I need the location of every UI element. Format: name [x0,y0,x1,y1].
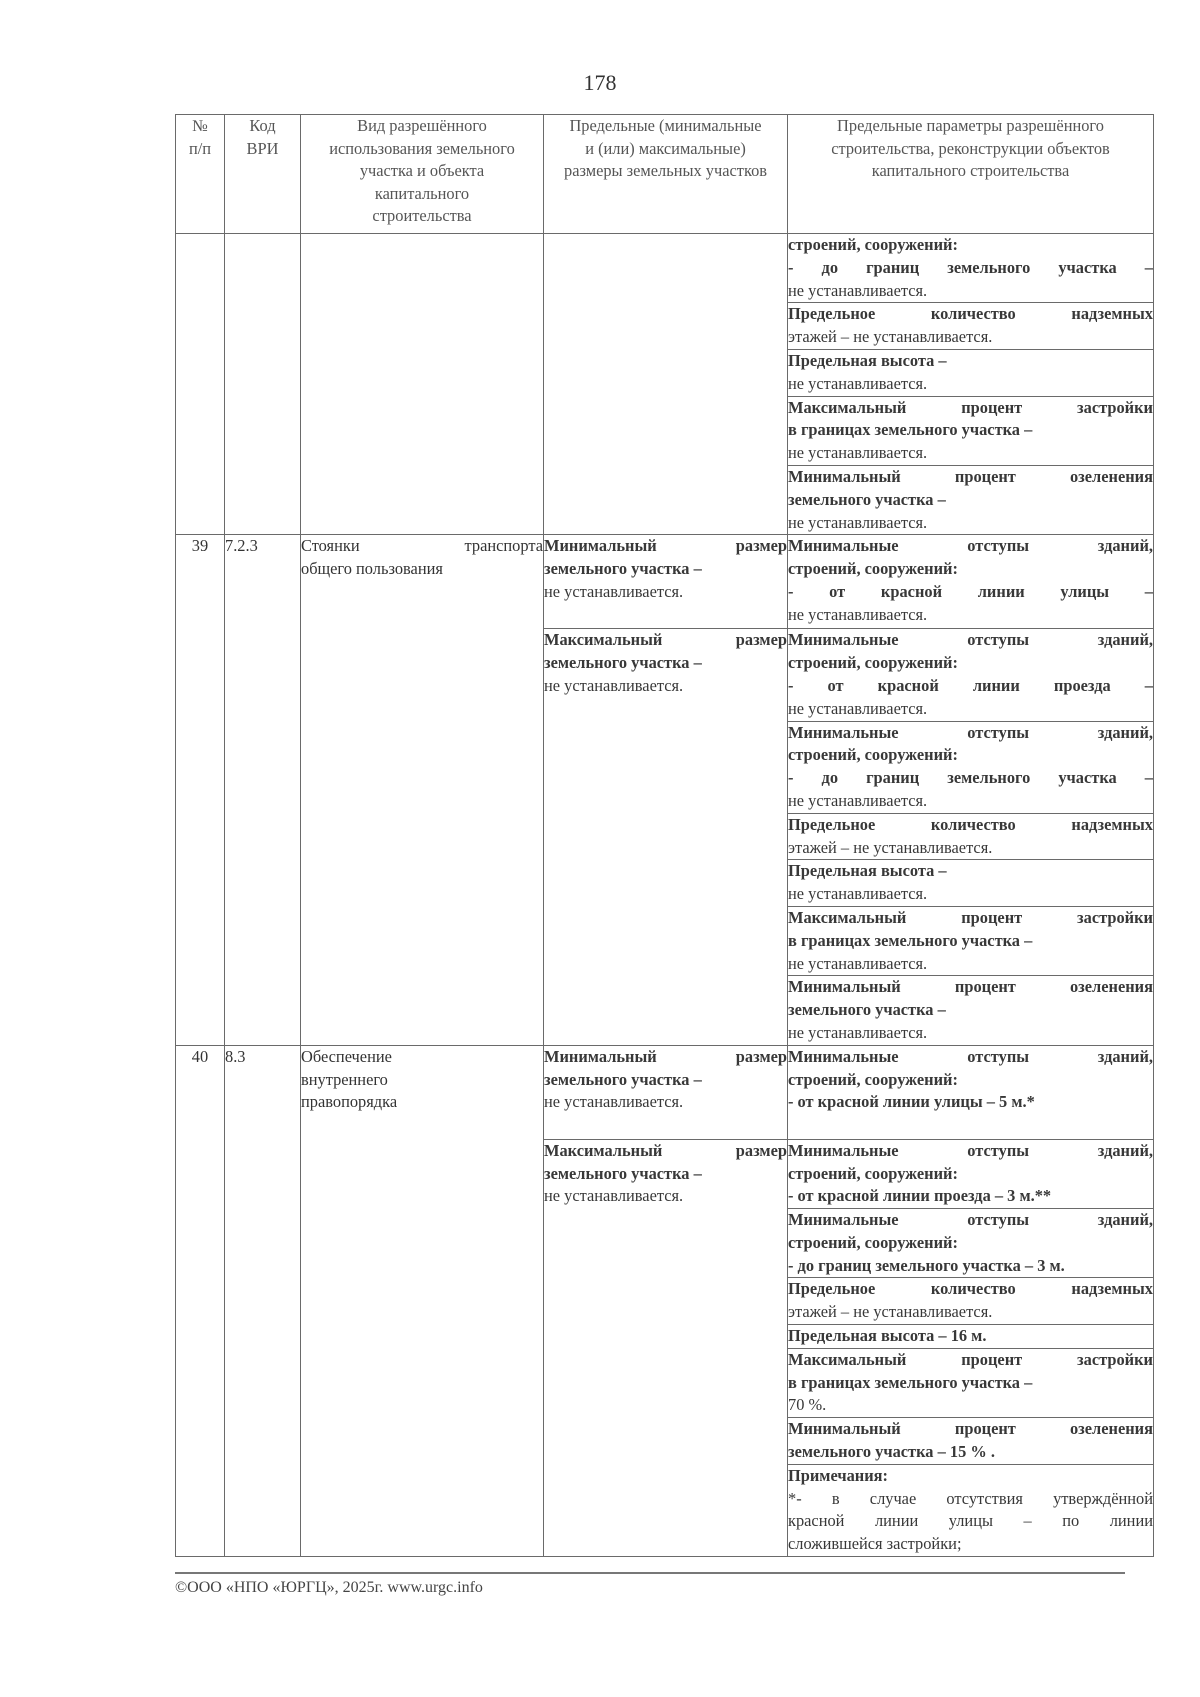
cell-line: правопорядка [301,1092,398,1112]
cell-line: не устанавливается. [788,790,928,810]
cell-line: Предельная высота – [788,861,947,881]
page-number: 178 [583,70,617,95]
cell-size [544,1139,788,1556]
cell-line: - до границ земельного участка – 3 м. [788,1255,1065,1275]
cell-line: - от красной линии проезда – [788,675,1153,695]
cell-param [788,629,1154,721]
cell-line: Минимальные отступы зданий, [788,630,1153,650]
cell-line: земельного участка – [544,1163,702,1183]
cell-line: - от красной линии проезда – 3 м.** [788,1186,1052,1206]
cell-num: 40 [176,1045,225,1556]
cell-line: *- в случае отсутствия утверждённой [788,1488,1153,1508]
cell-vri [301,535,544,1045]
footer-divider [175,1572,1125,1574]
cell-line: Минимальный процент озеленения [788,466,1153,486]
cell-size-empty [544,234,788,535]
cell-line: строений, сооружений: [788,653,958,673]
cell-param [788,303,1154,350]
cell-line: Минимальные отступы зданий, [788,536,1153,556]
cell-param [788,976,1154,1045]
cell-line: этажей – не устанавливается. [788,837,993,857]
cell-line: не устанавливается. [788,512,928,532]
cell-param [788,906,1154,975]
cell-line: не устанавливается. [788,1022,928,1042]
cell-param [788,1325,1154,1349]
cell-line: строений, сооружений: [788,745,958,765]
cell-line: Максимальный процент застройки [788,1349,1153,1369]
cell-line: не устанавливается. [544,1092,684,1112]
cell-num-empty [176,234,225,535]
cell-line: земельного участка – [544,1069,702,1089]
cell-line: Стоянки транспорта [301,536,543,556]
header-num: № п/п [176,115,225,234]
cell-line: не устанавливается. [544,581,684,601]
cell-line: земельного участка – [788,489,946,509]
header-vri: Вид разрешённого использования земельного участка и объекта капитального строительства [301,115,544,234]
cell-line: Минимальные отступы зданий, [788,1140,1153,1160]
cell-line: не устанавливается. [788,884,928,904]
cell-line: в границах земельного участка – [788,930,1033,950]
header-sizes: Предельные (минимальные и (или) максимальные) размеры земельных участков [544,115,788,234]
cell-line: красной линии улицы – по линии [788,1511,1153,1531]
cell-line: земельного участка – [544,653,702,673]
cell-line: этажей – не устанавливается. [788,1302,993,1322]
cell-line: строений, сооружений: [788,559,958,579]
cell-vri [301,1045,544,1556]
cell-line: в границах земельного участка – [788,420,1033,440]
cell-line: не устанавливается. [788,373,928,393]
cell-line: Предельная высота – 16 м. [788,1326,987,1346]
cell-line: Предельное количество надземных [788,304,1153,324]
cell-line: Минимальный размер [544,1046,787,1066]
cell-line: - от красной линии улицы – [788,581,1153,601]
cell-line: не устанавливается. [544,1186,684,1206]
cell-line: Примечания: [788,1465,888,1485]
cell-line: не устанавливается. [788,953,928,973]
cell-code: 7.2.3 [225,535,301,1045]
cell-line: - от красной линии улицы – 5 м.* [788,1092,1035,1112]
cell-line: Минимальный процент озеленения [788,977,1153,997]
cell-line: Минимальные отступы зданий, [788,722,1153,742]
cell-param [788,535,1154,629]
header-params: Предельные параметры разрешённого строительства, реконструкции объектов капитального строительства [788,115,1154,234]
cell-line: не устанавливается. [788,443,928,463]
footer-copyright: ©ООО «НПО «ЮРГЦ», 2025г. www.urgc.info [175,1579,483,1596]
cell-param [788,1348,1154,1417]
cell-line: не устанавливается. [544,675,684,695]
cell-line: строений, сооружений: [788,1163,958,1183]
cell-line: - до границ земельного участка – [788,768,1153,788]
cell-line: внутреннего [301,1069,388,1089]
cell-line: сложившейся застройки; [788,1534,962,1554]
cell-line: земельного участка – 15 % . [788,1442,995,1462]
cell-line: Предельное количество надземных [788,1279,1153,1299]
cell-line: Предельное количество надземных [788,814,1153,834]
cell-size [544,629,788,1045]
cell-vri-empty [301,234,544,535]
cell-line: Минимальный размер [544,536,787,556]
cell-line: земельного участка – [544,559,702,579]
cell-code-empty [225,234,301,535]
cell-param [788,813,1154,860]
cell-line: Максимальный размер [544,630,787,650]
cell-param [788,1209,1154,1278]
cell-line: строений, сооружений: [788,235,958,254]
table-row [176,535,1154,629]
cell-line: Предельная высота – [788,350,947,370]
cell-line: Максимальный процент застройки [788,397,1153,417]
cell-line: строений, сооружений: [788,1069,958,1089]
cell-line: Минимальные отступы зданий, [788,1210,1153,1230]
cell-param [788,1045,1154,1139]
cell-line: земельного участка – [788,1000,946,1020]
zoning-parameters-table [175,114,1154,1557]
cell-line: не устанавливается. [788,604,928,624]
cell-line: не устанавливается. [788,698,928,718]
cell-param [788,1278,1154,1325]
cell-line: 70 %. [788,1395,827,1415]
cell-param [788,396,1154,465]
cell-line: не устанавливается. [788,280,928,300]
cell-line: - до границ земельного участка – [788,257,1153,277]
header-code: Код ВРИ [225,115,301,234]
cell-size [544,1045,788,1139]
cell-line: этажей – не устанавливается. [788,327,993,347]
cell-line: в границах земельного участка – [788,1372,1033,1392]
cell-param [788,234,1154,303]
cell-code: 8.3 [225,1045,301,1556]
cell-line: Обеспечение [301,1046,392,1066]
cell-line: Максимальный процент застройки [788,907,1153,927]
cell-param [788,860,1154,907]
cell-param [788,1464,1154,1556]
cell-line: Минимальный процент озеленения [788,1419,1153,1439]
cell-param [788,349,1154,396]
cell-size [544,535,788,629]
cell-line: Минимальные отступы зданий, [788,1046,1153,1066]
cell-param [788,465,1154,534]
cell-line: Максимальный размер [544,1140,787,1160]
cell-line: общего пользования [301,559,443,579]
cell-param [788,1139,1154,1208]
cell-num: 39 [176,535,225,1045]
cell-param [788,721,1154,813]
table-header-row [176,115,1154,234]
cell-line: строений, сооружений: [788,1232,958,1252]
table-row-continued [176,234,1154,303]
table-row [176,1045,1154,1139]
cell-param [788,1418,1154,1465]
